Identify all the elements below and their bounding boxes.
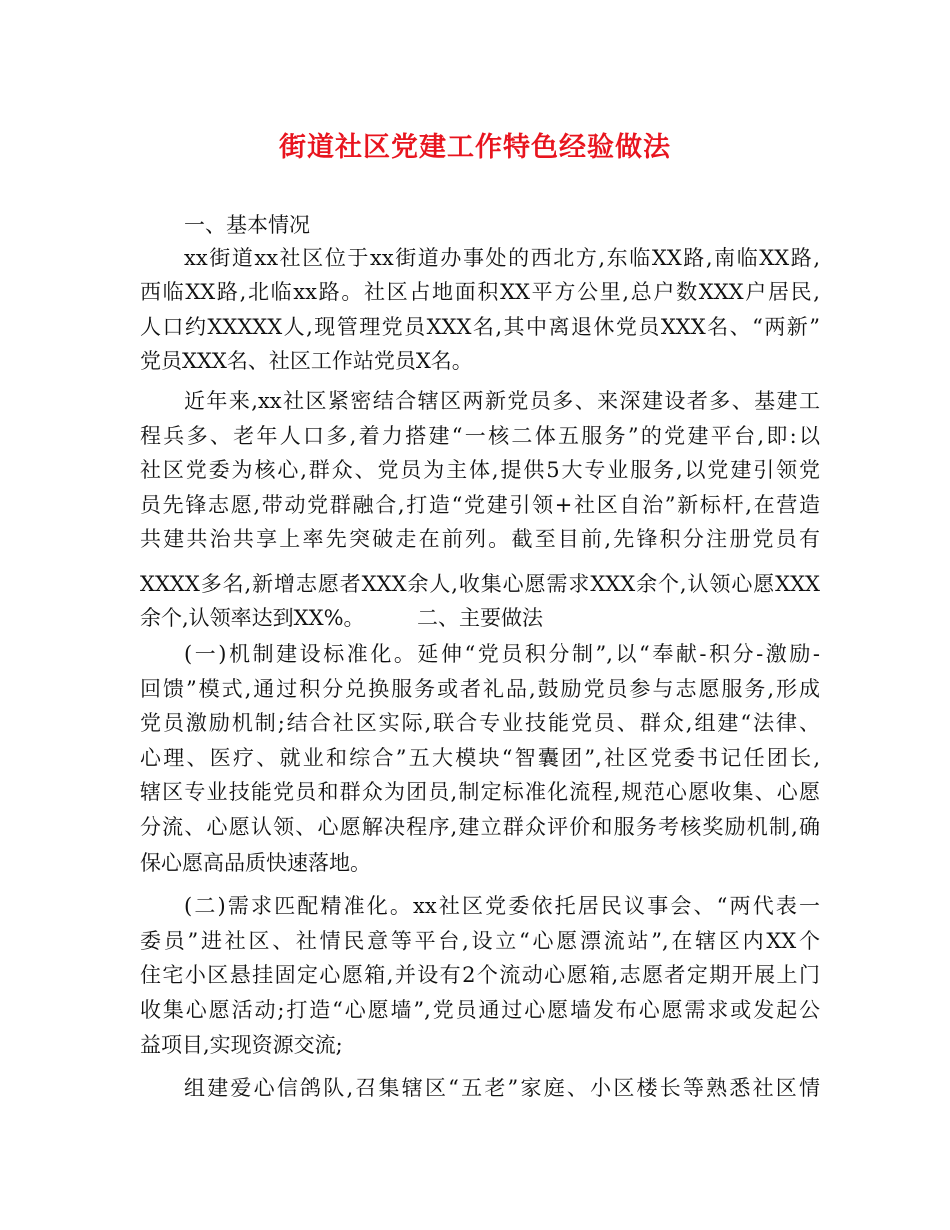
paragraph-line: 共建共治共享上率先突破走在前列。截至目前,先锋积分注册党员有 [140,527,820,551]
paragraph-line: 社区党委为核心,群众、党员为主体,提供5大专业服务,以党建引领党 [140,458,820,482]
paragraph-line: 党员XXX名、社区工作站党员X名。 [140,349,473,373]
paragraph-line: 住宅小区悬挂固定心愿箱,并设有2个流动心愿箱,志愿者定期开展上门 [140,963,820,987]
paragraph-line: 委员”进社区、社情民意等平台,设立“心愿漂流站”,在辖区内XX个 [140,929,820,953]
paragraph-line: 组建爱心信鸽队,召集辖区“五老”家庭、小区楼长等熟悉社区情 [184,1076,820,1100]
paragraph-line: 党员激励机制;结合社区实际,联合专业技能党员、群众,组建“法律、 [140,711,820,735]
section-heading: 一、基本情况 [184,213,310,237]
paragraph-line: XXXX多名,新增志愿者XXX余人,收集心愿需求XXX余个,认领心愿XXX [140,572,820,596]
paragraph-line: 辖区专业技能党员和群众为团员,制定标准化流程,规范心愿收集、心愿 [140,780,820,804]
paragraph-line: xx街道xx社区位于xx街道办事处的西北方,东临XX路,南临XX路, [184,246,820,270]
paragraph-line: (一)机制建设标准化。延伸“党员积分制”,以“奉献-积分-激励- [184,642,820,666]
document-title: 街道社区党建工作特色经验做法 [279,132,671,163]
paragraph-line: (二)需求匹配精准化。xx社区党委依托居民议事会、“两代表一 [184,894,820,918]
paragraph-line: 分流、心愿认领、心愿解决程序,建立群众评价和服务考核奖励机制,确 [140,815,820,839]
paragraph-line: 益项目,实现资源交流; [140,1033,343,1057]
paragraph-line: 回馈”模式,通过积分兑换服务或者礼品,鼓励党员参与志愿服务,形成 [140,677,820,701]
paragraph-line: 近年来,xx社区紧密结合辖区两新党员多、来深建设者多、基建工 [184,389,820,413]
paragraph-line: 西临XX路,北临xx路。社区占地面积XX平方公里,总户数XXX户居民, [140,280,820,304]
paragraph-line: 心理、医疗、就业和综合”五大模块“智囊团”,社区党委书记任团长, [140,746,820,770]
paragraph-line: 保心愿高品质快速落地。 [140,851,371,875]
paragraph-line: 程兵多、老年人口多,着力搭建“一核二体五服务”的党建平台,即:以 [140,424,820,448]
paragraph-line: 收集心愿活动;打造“心愿墙”,党员通过心愿墙发布心愿需求或发起公 [140,998,820,1022]
paragraph-line: 余个,认领率达到XX%。 二、主要做法 [140,606,544,630]
paragraph-line: 员先锋志愿,带动党群融合,打造“党建引领+社区自治”新标杆,在营造 [140,493,820,517]
paragraph-line: 人口约XXXXX人,现管理党员XXX名,其中离退休党员XXX名、“两新” [140,315,820,339]
